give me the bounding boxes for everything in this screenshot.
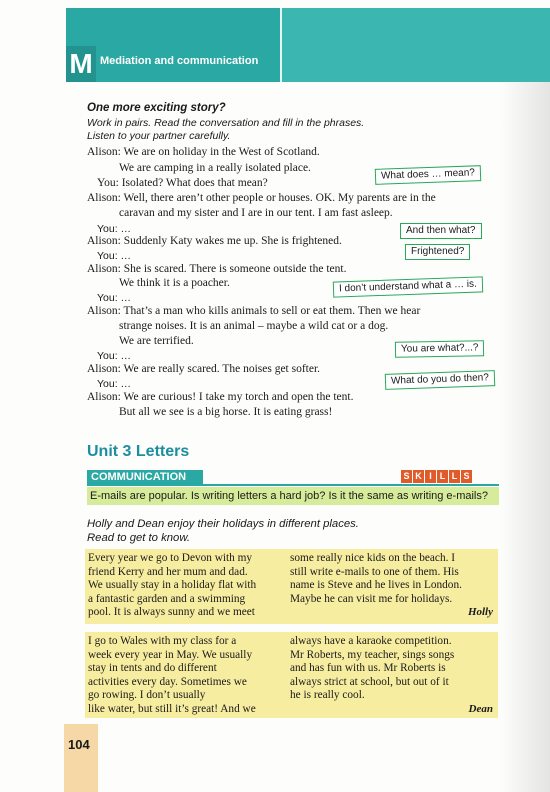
dialogue-you-line: You: … (97, 350, 132, 362)
dean-signature: Dean (468, 702, 493, 715)
text-line: always have a karaoke competition. (290, 635, 452, 647)
dialogue-line: Alison: That’s a man who kills animals to sell or eat them. Then we hear (87, 305, 421, 317)
unit-title: Unit 3 Letters (87, 443, 190, 460)
dialogue-line: Alison: Suddenly Katy wakes me up. She is frightened. (87, 235, 342, 247)
skills-letter: I (425, 470, 436, 483)
text-line: Maybe he can visit me for holidays. (290, 592, 453, 605)
text-line: activities every day. Sometimes we (88, 675, 247, 688)
skills-badge (401, 470, 472, 484)
holly-right-column (290, 552, 493, 620)
text-line: always strict at school, but out of it (290, 675, 449, 688)
dialogue-line: Alison: Well, there aren’t other people or houses. OK. My parents are in the (87, 192, 436, 204)
communication-rule (87, 484, 499, 486)
section-letter: M (66, 46, 96, 82)
dialogue-line: caravan and my sister and I are in our tent. I am fast asleep. (119, 207, 393, 219)
phrase-box: What do you do then? (385, 370, 495, 390)
skills-letter: S (401, 470, 412, 483)
page-number-tab (64, 724, 98, 792)
reading-intro-line: Read to get to know. (87, 532, 190, 544)
discussion-question: E-mails are popular. Is writing letters a hard job? Is it the same as writing e-mails? (87, 487, 499, 505)
reading-intro-line: Holly and Dean enjoy their holidays in different places. (87, 518, 359, 530)
dialogue-line: Alison: We are on holiday in the West of Scotland. (87, 146, 320, 158)
holly-letter-box (85, 549, 498, 624)
dialogue-line: Alison: We are curious! I take my torch and open the tent. (87, 391, 354, 403)
exercise-heading: One more exciting story? (87, 102, 226, 114)
dialogue-you-line: You: … (97, 223, 132, 235)
header-separator (280, 8, 282, 82)
phrase-box: You are what?...? (395, 340, 485, 358)
dialogue-you-line: You: … (97, 292, 132, 304)
text-line: week every year in May. We usually (88, 648, 253, 661)
dean-left-column (88, 635, 256, 716)
page-number: 104 (68, 737, 90, 752)
text-line: like water, but still it’s great! And we (88, 702, 256, 715)
section-title: Mediation and communication (100, 55, 259, 67)
dialogue-line: Alison: She is scared. There is someone outside the tent. (87, 263, 347, 275)
text-line: friend Kerry and her mum and dad. (88, 565, 248, 578)
skills-letter: S (461, 470, 472, 483)
text-line: some really nice kids on the beach. I (290, 552, 456, 564)
dialogue-you-line: You: … (97, 250, 132, 262)
text-line: a fantastic garden and a swimming (88, 592, 246, 605)
dialogue-line: strange noises. It is an animal – maybe a wild cat or a dog. (119, 320, 389, 332)
dialogue-line: But all we see is a big horse. It is eating grass! (119, 406, 333, 418)
text-line: I go to Wales with my class for a (88, 635, 237, 647)
instruction-line: Listen to your partner carefully. (87, 130, 231, 142)
dean-letter-box (85, 632, 498, 718)
dialogue-line: We are terrified. (119, 335, 194, 347)
text-line: Mr Roberts, my teacher, sings songs (290, 648, 455, 661)
text-line: stay in tents and do different (88, 662, 217, 674)
skills-letter: L (449, 470, 460, 483)
dialogue-line: Alison: We are really scared. The noises get softer. (87, 363, 321, 375)
phrase-box: Frightened? (405, 244, 470, 260)
dean-right-column (290, 635, 493, 716)
header-band-right (282, 8, 550, 82)
dialogue-line: We think it is a poacher. (119, 277, 230, 289)
text-line: We usually stay in a holiday flat with (88, 579, 257, 591)
text-line: Every year we go to Devon with my (88, 552, 253, 564)
text-line: name is Steve and he lives in London. (290, 579, 462, 591)
phrase-box: And then what? (400, 223, 482, 239)
phrase-box: I don’t understand what a … is. (333, 276, 483, 297)
page-edge-shadow (500, 82, 550, 792)
skills-letter: K (413, 470, 424, 483)
phrase-box: What does … mean? (375, 165, 481, 185)
text-line: go rowing. I don’t usually (88, 689, 206, 701)
text-line: still write e-mails to one of them. His (290, 565, 459, 578)
communication-label: COMMUNICATION (87, 470, 203, 484)
holly-signature: Holly (467, 606, 493, 618)
dialogue-you-line: You: … (97, 378, 132, 390)
text-line: he is really cool. (290, 689, 365, 701)
instruction-line: Work in pairs. Read the conversation and fill in the phrases. (87, 117, 365, 129)
text-line: and has fun with us. Mr Roberts is (290, 662, 446, 674)
holly-left-column (88, 552, 256, 620)
dialogue-line: We are camping in a really isolated place. (119, 162, 311, 174)
dialogue-line: You: Isolated? What does that mean? (97, 177, 268, 189)
skills-letter: L (437, 470, 448, 483)
text-line: pool. It is always sunny and we meet (88, 606, 255, 618)
